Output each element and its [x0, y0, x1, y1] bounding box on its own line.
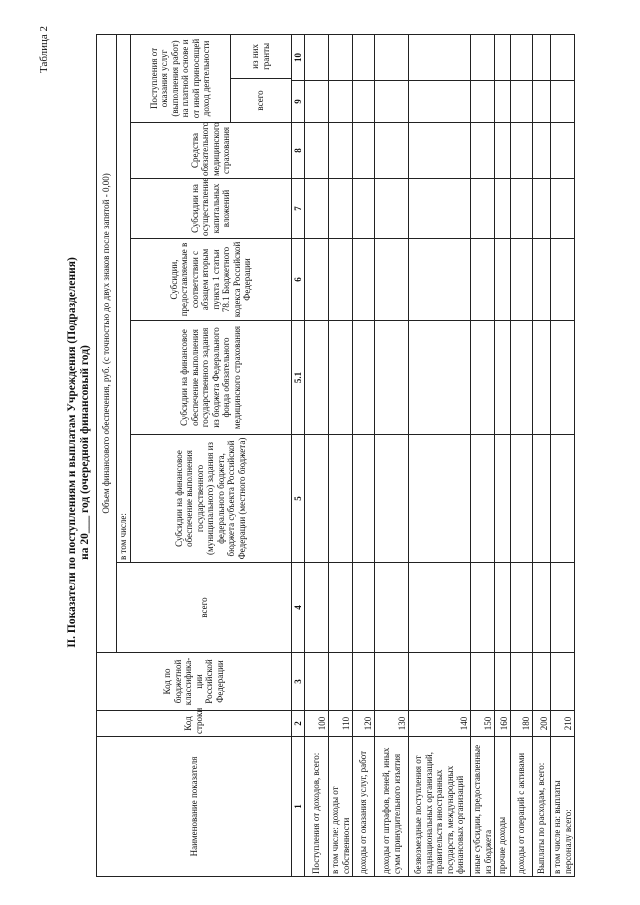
row-name: прочие доходы: [495, 737, 511, 877]
col-number: 8: [291, 123, 305, 179]
value-cell: [533, 563, 551, 653]
row-code: 120: [353, 711, 375, 737]
row-name: доходы от операций с активами: [511, 737, 533, 877]
value-cell: [551, 239, 575, 321]
row-code: 160: [495, 711, 511, 737]
row-name: иные субсидии, предоставленные из бюджета: [471, 737, 495, 877]
value-cell: [409, 179, 471, 239]
value-cell: [409, 81, 471, 123]
value-cell: [551, 653, 575, 711]
table-row: [533, 34, 551, 876]
value-cell: [551, 435, 575, 563]
row-code: 110: [329, 711, 353, 737]
value-cell: [375, 653, 409, 711]
col-number: 2: [291, 711, 305, 737]
value-cell: [353, 179, 375, 239]
table-row: [375, 34, 409, 876]
row-name: доходы от штрафов, пеней, иных сумм принудительного изъятия: [375, 737, 409, 877]
value-cell: [471, 239, 495, 321]
col-number: 3: [291, 653, 305, 711]
value-cell: [329, 653, 353, 711]
value-cell: [551, 123, 575, 179]
header-row-code: Код строки: [97, 711, 292, 737]
value-cell: [305, 81, 329, 123]
value-cell: [511, 435, 533, 563]
row-name: в том числе на: выплаты персоналу всего:: [551, 737, 575, 877]
value-cell: [305, 123, 329, 179]
value-cell: [551, 321, 575, 435]
row-code: 140: [409, 711, 471, 737]
value-cell: [533, 653, 551, 711]
value-cell: [353, 123, 375, 179]
value-cell: [329, 239, 353, 321]
value-cell: [409, 123, 471, 179]
table-row: [551, 34, 575, 876]
value-cell: [511, 563, 533, 653]
value-cell: [511, 653, 533, 711]
value-cell: [471, 81, 495, 123]
value-cell: [353, 435, 375, 563]
row-name: в том числе: доходы от собственности: [329, 737, 353, 877]
value-cell: [495, 81, 511, 123]
value-cell: [329, 563, 353, 653]
value-cell: [375, 563, 409, 653]
value-cell: [495, 179, 511, 239]
header-paid: Поступления от оказания услуг (выполнения работ) на платной основе и от иной приносящей доход деятельности: [131, 35, 231, 122]
value-cell: [471, 179, 495, 239]
row-name: Поступления от доходов, всего:: [305, 737, 329, 877]
table-row: [305, 34, 329, 876]
value-cell: [329, 435, 353, 563]
value-cell: [409, 321, 471, 435]
value-cell: [551, 179, 575, 239]
value-cell: [495, 123, 511, 179]
value-cell: [471, 34, 495, 80]
table-row: [495, 34, 511, 876]
value-cell: [533, 81, 551, 123]
col-number: 4: [291, 563, 305, 653]
value-cell: [375, 435, 409, 563]
table-row: [511, 34, 533, 876]
value-cell: [533, 239, 551, 321]
value-cell: [329, 81, 353, 123]
header-paid-grants: из них гранты: [250, 42, 271, 70]
value-cell: [329, 34, 353, 80]
header-subsidy-capital: Субсидии на осуществление капитальных вложений: [130, 179, 291, 239]
value-cell: [329, 123, 353, 179]
header-oms: Средства обязательного медицинского страхования: [130, 123, 291, 179]
value-cell: [375, 123, 409, 179]
value-cell: [511, 239, 533, 321]
value-cell: [533, 34, 551, 80]
value-cell: [409, 435, 471, 563]
value-cell: [495, 34, 511, 80]
table-row: [329, 34, 353, 876]
column-numbers-row: [291, 34, 305, 876]
value-cell: [551, 81, 575, 123]
value-cell: [511, 179, 533, 239]
value-cell: [305, 239, 329, 321]
value-cell: [471, 435, 495, 563]
value-cell: [533, 435, 551, 563]
row-name: доходы от оказания услуг, работ: [353, 737, 375, 877]
value-cell: [329, 321, 353, 435]
col-number: 5: [291, 435, 305, 563]
col-number: 9: [291, 81, 305, 123]
row-code: 130: [375, 711, 409, 737]
value-cell: [533, 321, 551, 435]
col-number: 1: [291, 737, 305, 877]
value-cell: [495, 435, 511, 563]
row-code: 100: [305, 711, 329, 737]
value-cell: [471, 321, 495, 435]
value-cell: [305, 179, 329, 239]
table-row: [409, 34, 471, 876]
row-name: Выплаты по расходам, всего:: [533, 737, 551, 877]
header-subsidy-781: Субсидии, предоставляемые в соответствии с абзацем вторым пункта 1 статьи 78.1 Бюджетного кодекса Российской Федерации: [130, 239, 291, 321]
header-including: в том числе:: [117, 34, 131, 562]
header-paid-total: всего: [231, 78, 291, 122]
value-cell: [551, 563, 575, 653]
header-subsidy-ffoms: Субсидии на финансовое обеспечение выполнения государственного задания из бюджета Федерального фонда обязательного медицинского страхования: [130, 321, 291, 435]
table-label: Таблица 2: [38, 25, 50, 73]
row-code: 210: [551, 711, 575, 737]
value-cell: [353, 653, 375, 711]
header-name: Наименование показателя: [97, 737, 292, 877]
indicators-table: [96, 34, 575, 877]
value-cell: [495, 321, 511, 435]
value-cell: [329, 179, 353, 239]
row-code: 180: [511, 711, 533, 737]
value-cell: [305, 34, 329, 80]
value-cell: [305, 321, 329, 435]
col-number: 7: [291, 179, 305, 239]
value-cell: [471, 123, 495, 179]
value-cell: [551, 34, 575, 80]
value-cell: [375, 81, 409, 123]
header-budget-code: Код по бюджетной классифика-ции Российской Федерации: [97, 653, 292, 711]
value-cell: [511, 123, 533, 179]
value-cell: [409, 34, 471, 80]
value-cell: [533, 123, 551, 179]
header-paid-group: [130, 34, 291, 122]
value-cell: [305, 563, 329, 653]
row-name: безвозмездные поступления от наднациональных организаций, правительств иностранных государств, международных финансовых организаций: [409, 737, 471, 877]
value-cell: [409, 563, 471, 653]
value-cell: [375, 321, 409, 435]
value-cell: [533, 179, 551, 239]
value-cell: [353, 81, 375, 123]
value-cell: [409, 653, 471, 711]
value-cell: [511, 81, 533, 123]
value-cell: [471, 563, 495, 653]
value-cell: [375, 239, 409, 321]
page-title: II. Показатели по поступлениям и выплатам Учреждения (Подразделения): [66, 257, 78, 648]
value-cell: [353, 34, 375, 80]
table-row: [471, 34, 495, 876]
value-cell: [495, 239, 511, 321]
row-code: 150: [471, 711, 495, 737]
col-number: 6: [291, 239, 305, 321]
page-subtitle: на 20___ год (очередной финансовый год): [79, 345, 91, 560]
col-number: 10: [291, 34, 305, 80]
value-cell: [511, 321, 533, 435]
header-subsidy-municipal: Субсидии на финансовое обеспечение выполнения государственного (муниципального) задания из федерального бюджета, бюджета субъекта Российской Федерации (местного бюджета): [130, 435, 291, 563]
value-cell: [495, 653, 511, 711]
header-volume: Объем финансового обеспечения, руб. (с точностью до двух знаков после запятой - 0,00): [97, 34, 117, 652]
value-cell: [353, 321, 375, 435]
value-cell: [495, 563, 511, 653]
value-cell: [409, 239, 471, 321]
col-number: 5.1: [291, 321, 305, 435]
value-cell: [305, 435, 329, 563]
value-cell: [471, 653, 495, 711]
value-cell: [375, 34, 409, 80]
row-code: 200: [533, 711, 551, 737]
value-cell: [511, 34, 533, 80]
value-cell: [375, 179, 409, 239]
value-cell: [353, 563, 375, 653]
value-cell: [353, 239, 375, 321]
header-total: всего: [117, 563, 292, 653]
value-cell: [305, 653, 329, 711]
table-row: [353, 34, 375, 876]
